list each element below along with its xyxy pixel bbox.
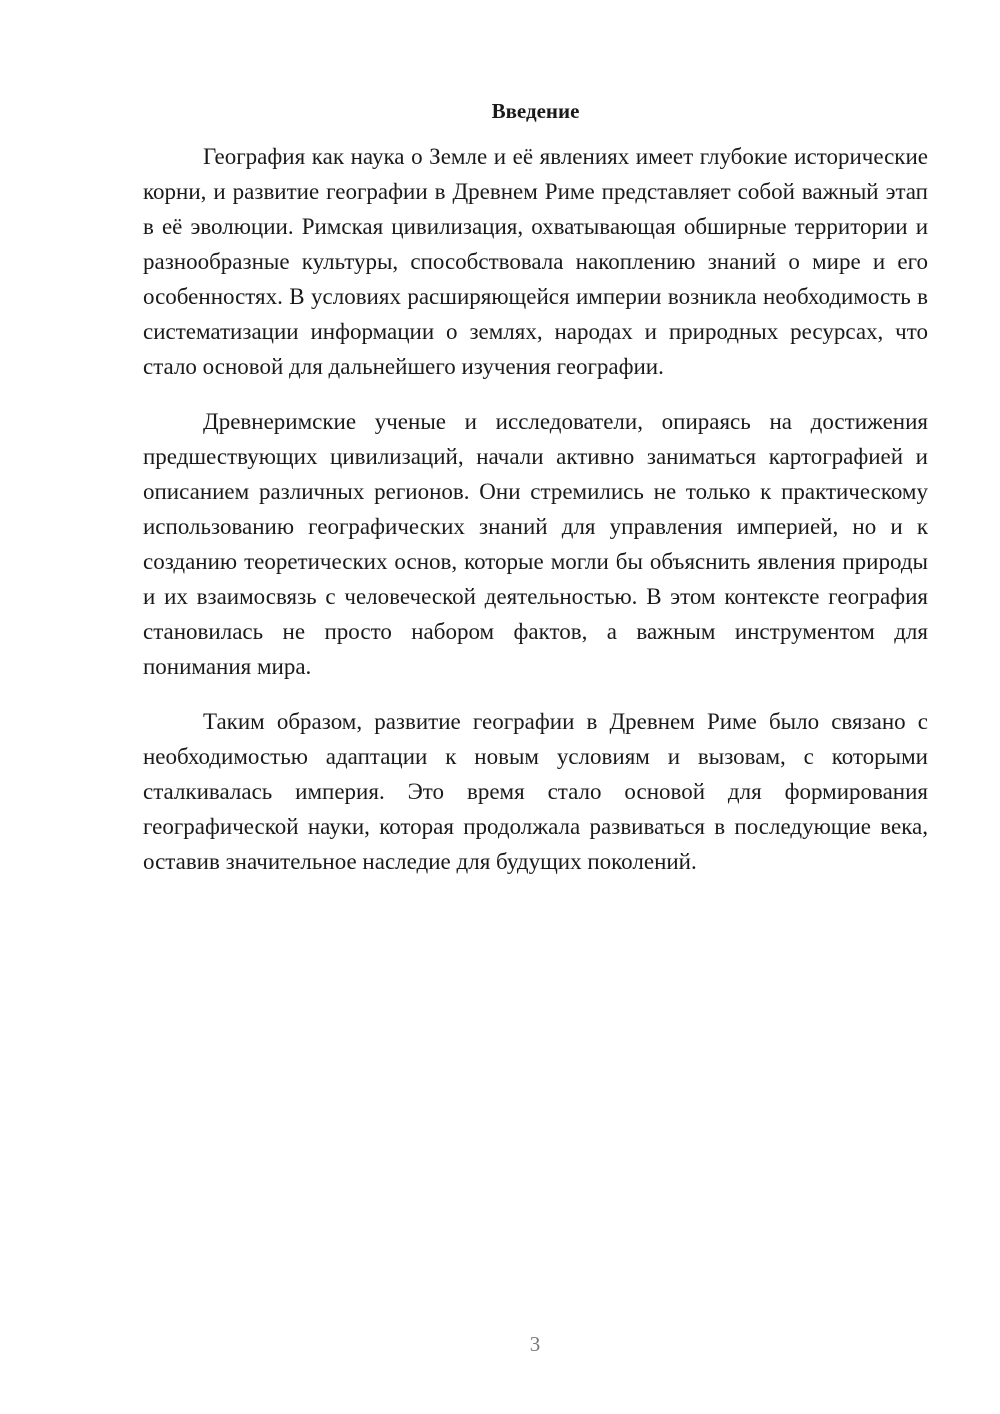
paragraph-3: Таким образом, развитие географии в Древнем Риме было связано с необходимостью адаптации к новым условиям и вызовам, с которыми сталкивалась империя. Это время стало основой для формирования географической науки, которая продолжала развиваться в последующие века, оставив значительное наследие для будущих поколений. [143, 709, 928, 874]
page-number: 3 [529, 1332, 541, 1356]
page-content [143, 94, 928, 899]
paragraph-1: География как наука о Земле и её явлениях имеет глубокие исторические корни, и развитие географии в Древнем Риме представляет собой важный этап в её эволюции. Римская цивилизация, охватывающая обширные территории и разнообразные культуры, способствовала накоплению знаний о мире и его особенностях. В условиях расширяющейся империи возникла необходимость в систематизации информации о землях, народах и природных ресурсах, что стало основой для дальнейшего изучения географии. [143, 144, 928, 379]
paragraph-2: Древнеримские ученые и исследователи, опираясь на достижения предшествующих цивилизаций, начали активно заниматься картографией и описанием различных регионов. Они стремились не только к практическому использованию географических знаний для управления империей, но и к созданию теоретических основ, которые могли бы объяснить явления природы и их взаимосвязь с человеческой деятельностью. В этом контексте география становилась не просто набором фактов, а важным инструментом для понимания мира. [143, 409, 928, 679]
section-heading: Введение [491, 99, 580, 123]
